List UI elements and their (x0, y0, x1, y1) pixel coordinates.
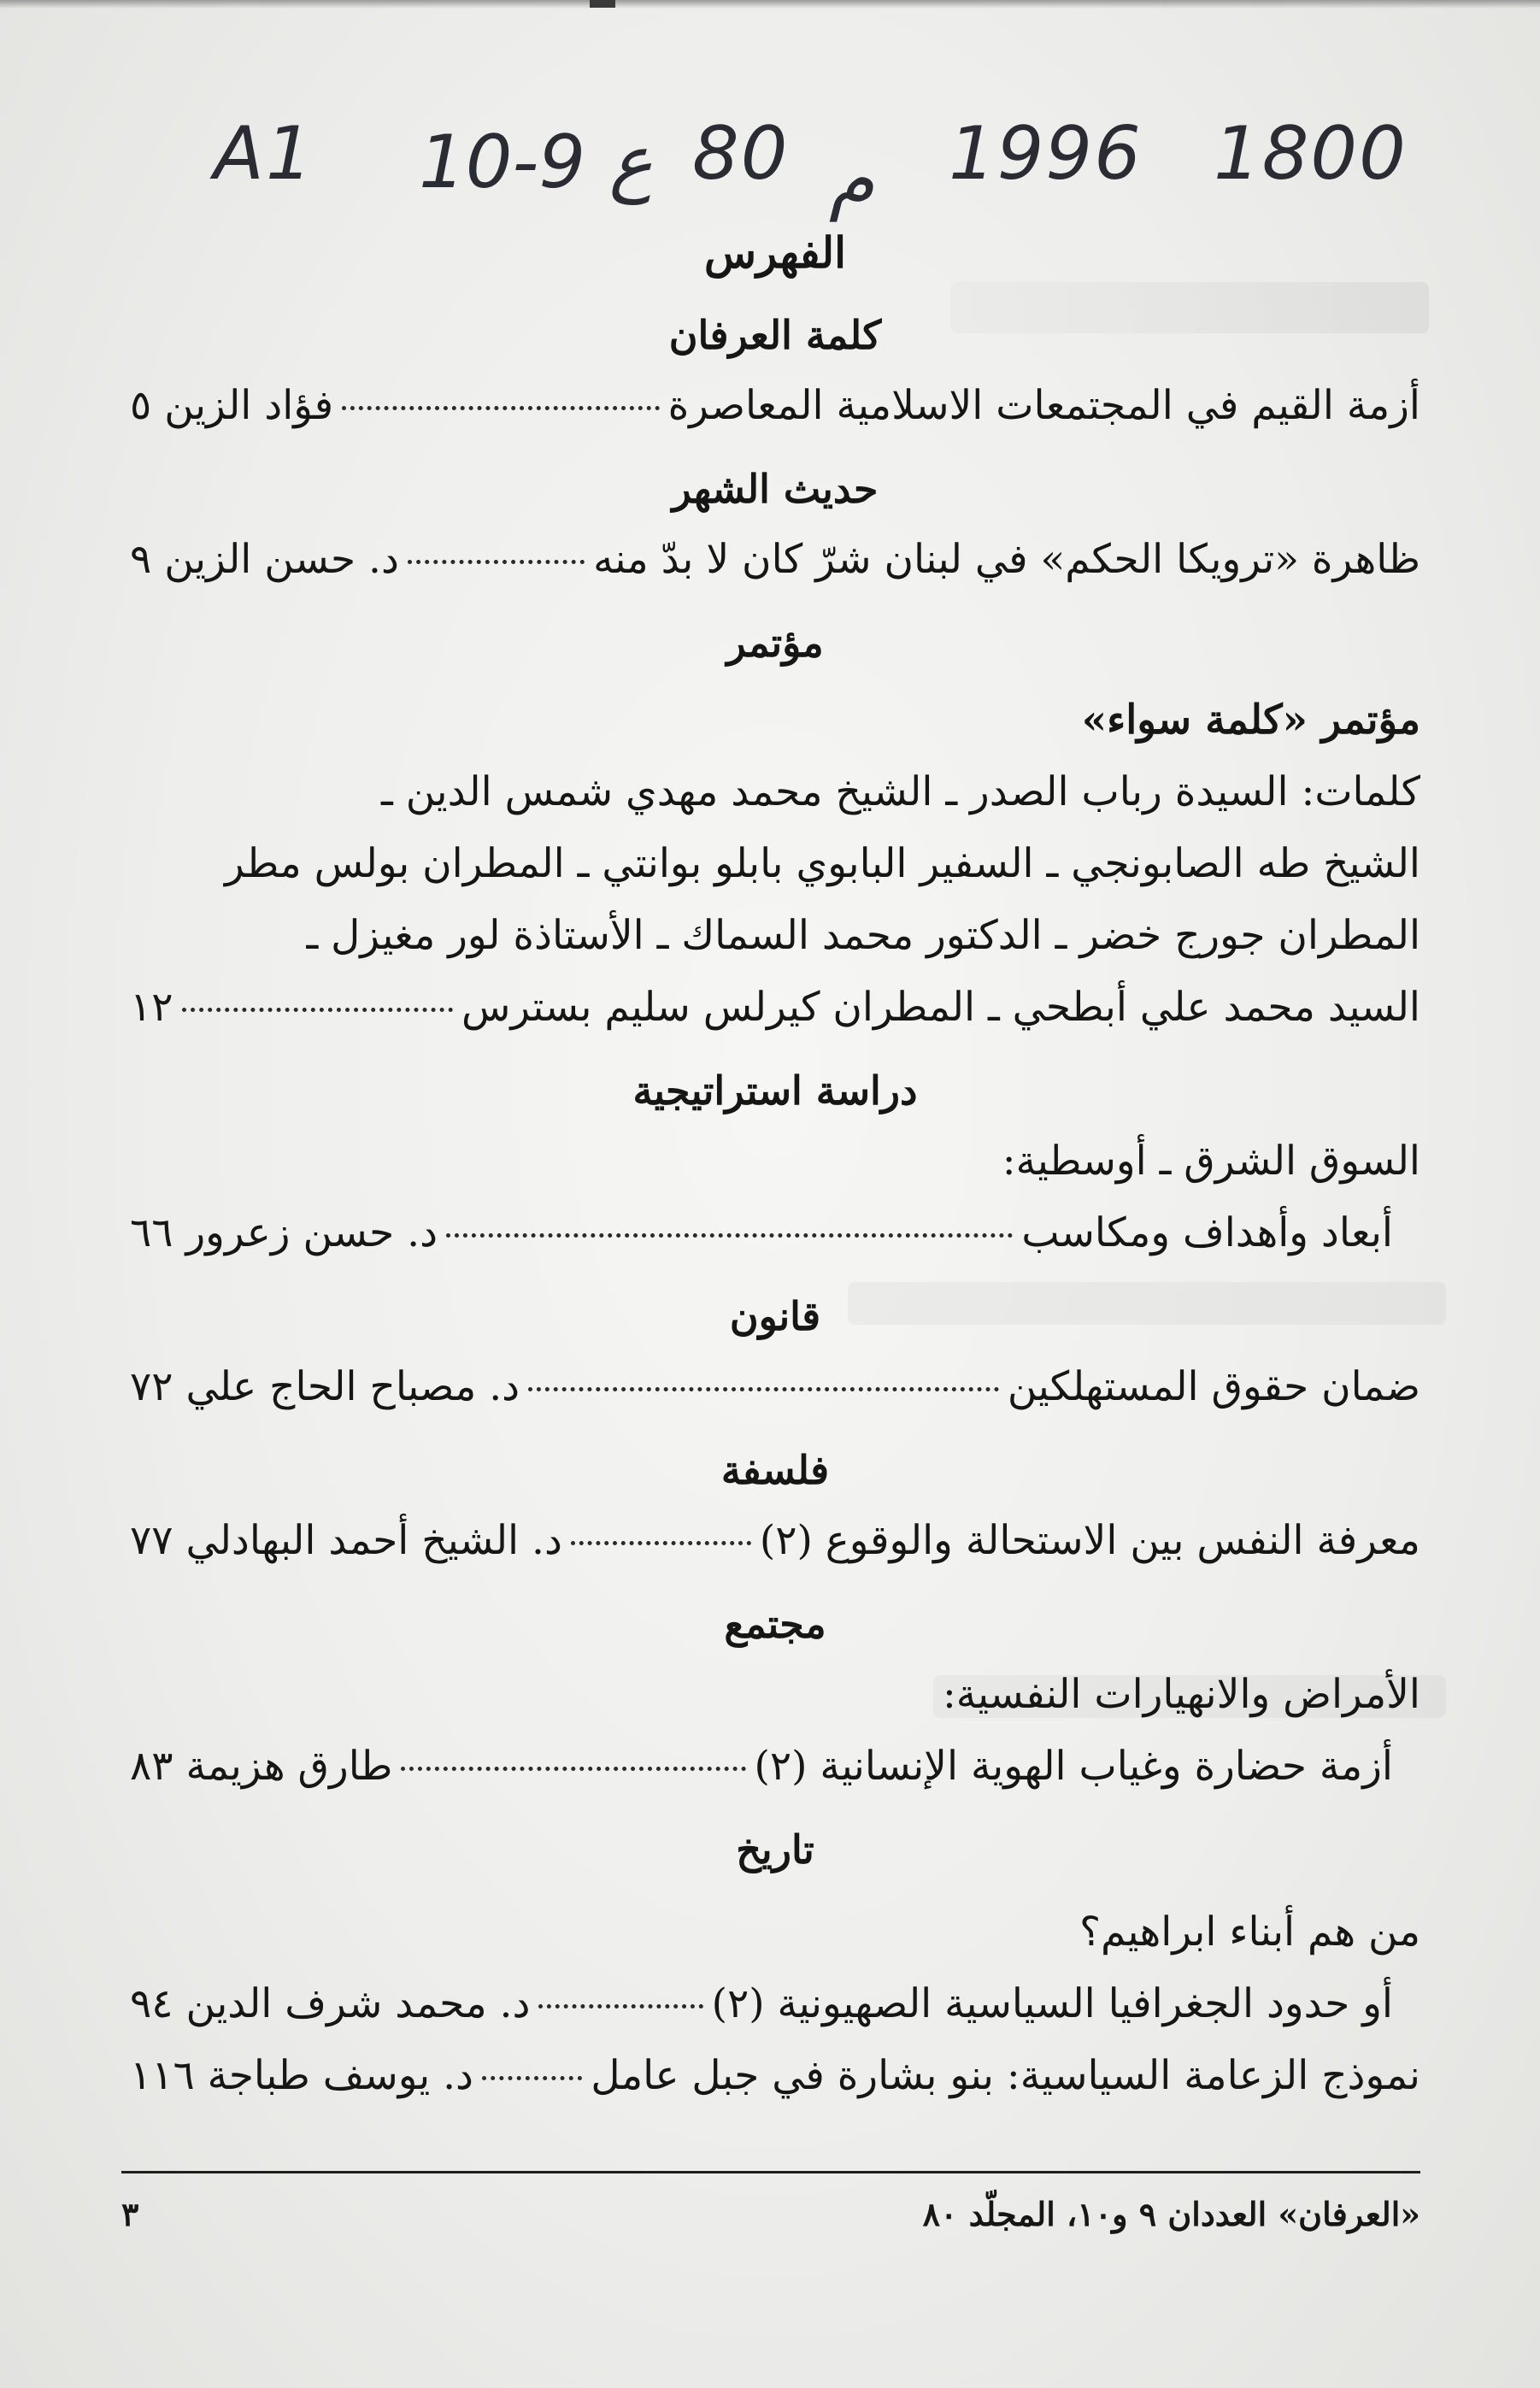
entry-title: السيد محمد علي أبطحي ـ المطران كيرلس سليم بسترس (461, 984, 1420, 1031)
leader-dots (401, 1767, 745, 1771)
handwritten-ref: A1 (214, 111, 314, 197)
entry-author-page: فؤاد الزين ٥ (130, 382, 334, 429)
leader-dots (482, 2076, 582, 2080)
toc-entry (130, 370, 1420, 442)
toc-entry (130, 524, 1420, 596)
footer-journal: «العرفان» العددان ٩ و١٠، المجلّد ٨٠ (922, 2194, 1420, 2233)
section-heading: قانون (729, 1293, 821, 1339)
footer-page-number: ٣ (121, 2194, 139, 2233)
toc-entry (130, 1197, 1420, 1269)
section-heading: حديث الشهر (672, 466, 879, 512)
entry-author-page: د. حسن الزين ٩ (130, 536, 399, 583)
entry-title: ضمان حقوق المستهلكين (1007, 1363, 1420, 1410)
footer-rule (121, 2171, 1420, 2173)
entry-line: السوق الشرق ـ أوسطية: (1002, 1138, 1420, 1185)
toc-entry (130, 972, 1420, 1044)
handwritten-volume: 80 (692, 111, 790, 197)
section-heading: مؤتمر (726, 620, 824, 666)
entry-title: معرفة النفس بين الاستحالة والوقوع (٢) (759, 1517, 1420, 1564)
section-heading: دراسة استراتيجية (632, 1068, 918, 1114)
toc-entry (130, 1968, 1420, 2040)
handwritten-number: 1800 (1214, 111, 1408, 197)
entry-line: من هم أبناء ابراهيم؟ (1079, 1909, 1420, 1956)
leader-dots (446, 1233, 1013, 1238)
section-heading: مجتمع (724, 1601, 826, 1647)
entry-author-page: د. محمد شرف الدين ٩٤ (130, 1980, 531, 2027)
entry-line: الأمراض والانهيارات النفسية: (942, 1671, 1420, 1718)
toc-entry (130, 1505, 1420, 1577)
leader-dots (182, 1008, 453, 1012)
entry-title: أبعاد وأهداف ومكاسب (1021, 1209, 1393, 1256)
entry-author-page: ١٢ (130, 984, 173, 1031)
entry-author-page: د. حسن زعرور ٦٦ (130, 1209, 438, 1256)
leader-dots (571, 1541, 751, 1545)
entry-title: أو حدود الجغرافيا السياسية الصهيونية (٢) (711, 1980, 1393, 2027)
entry-author-page: د. مصباح الحاج علي ٧٢ (130, 1363, 520, 1410)
entry-line: كلمات: السيدة رباب الصدر ـ الشيخ محمد مهدي شمس الدين ـ (381, 768, 1420, 815)
entry-author-page: طارق هزيمة ٨٣ (130, 1743, 393, 1790)
entry-author-page: د. يوسف طباجة ١١٦ (130, 2052, 473, 2099)
entry-title: أزمة القيم في المجتمعات الاسلامية المعاصرة (667, 382, 1420, 429)
page-title: الفهرس (703, 227, 847, 278)
section-heading: تاريخ (736, 1826, 814, 1873)
page-footer (121, 2184, 1420, 2244)
entry-line: المطران جورج خضر ـ الدكتور محمد السماك ـ الأستاذة لور مغيزل ـ (306, 912, 1420, 959)
toc-entry (130, 1351, 1420, 1423)
section-heading: فلسفة (720, 1447, 830, 1493)
leader-dots (528, 1387, 999, 1391)
entry-author-page: د. الشيخ أحمد البهادلي ٧٧ (130, 1517, 562, 1564)
leader-dots (342, 406, 660, 410)
entry-title: نموذج الزعامة السياسية: بنو بشارة في جبل عامل (591, 2052, 1420, 2099)
leader-dots (408, 560, 585, 564)
toc-entry (130, 1731, 1420, 1803)
entry-subheading: مؤتمر «كلمة سواء» (1081, 697, 1420, 744)
entry-title: أزمة حضارة وغياب الهوية الإنسانية (٢) (754, 1743, 1393, 1790)
handwritten-mark: م (829, 137, 875, 222)
section-heading: كلمة العرفان (668, 312, 882, 358)
leader-dots (538, 2004, 702, 2009)
entry-title: ظاهرة «ترويكا الحكم» في لبنان شرّ كان لا بدّ منه (593, 536, 1420, 583)
handwritten-year: 1996 (949, 111, 1143, 197)
handwritten-issue: 10-9 ع (419, 120, 653, 205)
toc-entry (130, 2040, 1420, 2112)
table-of-contents (130, 218, 1420, 2112)
entry-line: الشيخ طه الصابونجي ـ السفير البابوي بابلو بوانتي ـ المطران بولس مطر (224, 840, 1420, 887)
scan-top-edge (0, 0, 1540, 9)
